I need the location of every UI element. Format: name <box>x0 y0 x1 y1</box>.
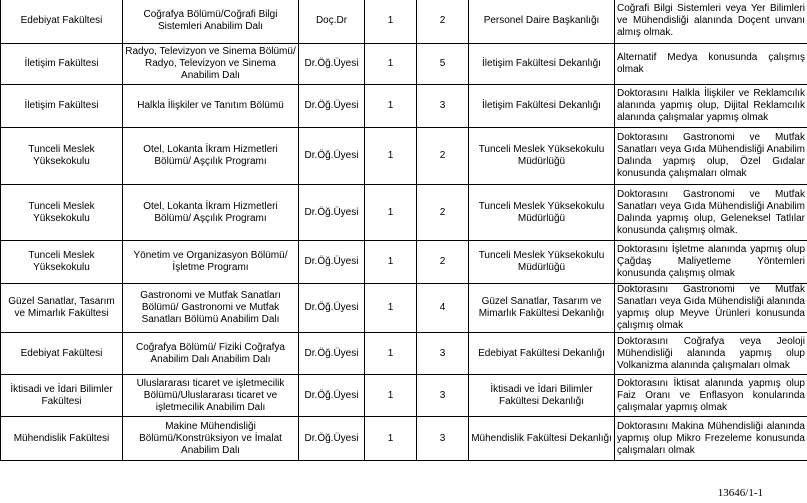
faculty-cell: Tunceli Meslek Yüksekokulu <box>1 241 123 284</box>
requirement-cell: Doktorasını Gastronomi ve Mutfak Sanatları veya Gıda Mühendisliği Anabilim Dalında yapmış olup, Geleneksel Tatlılar konusunda çalışmış olmak. <box>615 185 807 241</box>
department-cell: Coğrafya Bölümü/Coğrafi Bilgi Sistemleri Anabilim Dalı <box>123 0 299 44</box>
count-cell: 1 <box>365 375 417 417</box>
department-cell: Otel, Lokanta İkram Hizmetleri Bölümü/ Aşçılık Programı <box>123 128 299 185</box>
count-cell: 3 <box>417 375 469 417</box>
unit-cell: Tunceli Meslek Yüksekokulu Müdürlüğü <box>469 128 615 185</box>
department-cell: Halkla İlişkiler ve Tanıtım Bölümü <box>123 85 299 128</box>
requirement-cell: Coğrafi Bilgi Sistemleri veya Yer Bilimleri ve Mühendisliği alanında Doçent unvanı almış olmak. <box>615 0 807 44</box>
count-cell: 2 <box>417 128 469 185</box>
faculty-cell: İletişim Fakültesi <box>1 85 123 128</box>
requirement-cell: Doktorasını İktisat alanında yapmış olup Faiz Oranı ve Enflasyon konularında çalışmalar yapmış olmak <box>615 375 807 417</box>
requirement-cell: Alternatif Medya konusunda çalışmış olmak <box>615 44 807 85</box>
count-cell: 1 <box>365 185 417 241</box>
requirement-cell: Doktorasını Makina Mühendisliği alanında yapmış olup Mikro Frezeleme konusunda çalışmaları olmak <box>615 417 807 461</box>
count-cell: 3 <box>417 85 469 128</box>
count-cell: 1 <box>365 333 417 375</box>
count-cell: 1 <box>365 128 417 185</box>
department-cell: Makine Mühendisliği Bölümü/Konstrüksiyon ve İmalat Anabilim Dalı <box>123 417 299 461</box>
title-cell: Dr.Öğ.Üyesi <box>299 85 365 128</box>
count-cell: 1 <box>365 284 417 333</box>
count-cell: 1 <box>365 0 417 44</box>
table-row <box>1 44 807 85</box>
title-cell: Dr.Öğ.Üyesi <box>299 417 365 461</box>
count-cell: 1 <box>365 241 417 284</box>
count-cell: 2 <box>417 185 469 241</box>
title-cell: Dr.Öğ.Üyesi <box>299 241 365 284</box>
department-cell: Otel, Lokanta İkram Hizmetleri Bölümü/ Aşçılık Programı <box>123 185 299 241</box>
faculty-cell: Tunceli Meslek Yüksekokulu <box>1 185 123 241</box>
faculty-cell: Güzel Sanatlar, Tasarım ve Mimarlık Fakültesi <box>1 284 123 333</box>
title-cell: Dr.Öğ.Üyesi <box>299 185 365 241</box>
title-cell: Dr.Öğ.Üyesi <box>299 375 365 417</box>
requirement-cell: Doktorasını Gastronomi ve Mutfak Sanatları veya Gıda Mühendisliği alanında yapmış olup Meyve Ürünleri konusunda çalışmış olmak <box>615 284 807 333</box>
unit-cell: Tunceli Meslek Yüksekokulu Müdürlüğü <box>469 241 615 284</box>
department-cell: Uluslararası ticaret ve işletmecilik Bölümü/Uluslararası ticaret ve işletmecilik Anabilim Dalı <box>123 375 299 417</box>
faculty-cell: İletişim Fakültesi <box>1 44 123 85</box>
department-cell: Yönetim ve Organizasyon Bölümü/ İşletme Programı <box>123 241 299 284</box>
department-cell: Coğrafya Bölümü/ Fiziki Coğrafya Anabilim Dalı Anabilim Dalı <box>123 333 299 375</box>
count-cell: 1 <box>365 85 417 128</box>
unit-cell: İletişim Fakültesi Dekanlığı <box>469 44 615 85</box>
title-cell: Dr.Öğ.Üyesi <box>299 128 365 185</box>
table-row <box>1 85 807 128</box>
count-cell: 2 <box>417 241 469 284</box>
unit-cell: İletişim Fakültesi Dekanlığı <box>469 85 615 128</box>
title-cell: Dr.Öğ.Üyesi <box>299 44 365 85</box>
table-row <box>1 375 807 417</box>
count-cell: 1 <box>365 44 417 85</box>
table-row <box>1 185 807 241</box>
requirement-cell: Doktorasını Coğrafya veya Jeoloji Mühendisliği alanında yapmış olup Volkanizma alanında çalışmaları olmak <box>615 333 807 375</box>
table-row <box>1 0 807 44</box>
unit-cell: İktisadi ve İdari Bilimler Fakültesi Dekanlığı <box>469 375 615 417</box>
requirement-cell: Doktorasını Gastronomi ve Mutfak Sanatları veya Gıda Mühendisliği Anabilim Dalında yapmış olup, Özel Gıdalar konusunda çalışmaları olmak <box>615 128 807 185</box>
count-cell: 1 <box>365 417 417 461</box>
requirement-cell: Doktorasını Halkla İlişkiler ve Reklamcılık alanında yapmış olup, Dijital Reklamcılık alanında çalışmalar yapmış olmak <box>615 85 807 128</box>
table-row <box>1 333 807 375</box>
table-row <box>1 284 807 333</box>
count-cell: 3 <box>417 417 469 461</box>
unit-cell: Personel Daire Başkanlığı <box>469 0 615 44</box>
faculty-cell: Edebiyat Fakültesi <box>1 0 123 44</box>
faculty-cell: Mühendislik Fakültesi <box>1 417 123 461</box>
table-row <box>1 128 807 185</box>
count-cell: 2 <box>417 0 469 44</box>
table-row <box>1 417 807 461</box>
count-cell: 4 <box>417 284 469 333</box>
count-cell: 3 <box>417 333 469 375</box>
department-cell: Gastronomi ve Mutfak Sanatları Bölümü/ Gastronomi ve Mutfak Sanatları Bölümü Anabilim Dalı <box>123 284 299 333</box>
unit-cell: Mühendislik Fakültesi Dekanlığı <box>469 417 615 461</box>
requirement-cell: Doktorasını İşletme alanında yapmış olup Çağdaş Maliyetleme Yöntemleri konusunda çalışmış olmak <box>615 241 807 284</box>
unit-cell: Edebiyat Fakültesi Dekanlığı <box>469 333 615 375</box>
page-code: 13646/1-1 <box>717 487 763 499</box>
department-cell: Radyo, Televizyon ve Sinema Bölümü/ Radyo, Televizyon ve Sinema Anabilim Dalı <box>123 44 299 85</box>
table-row <box>1 241 807 284</box>
unit-cell: Tunceli Meslek Yüksekokulu Müdürlüğü <box>469 185 615 241</box>
title-cell: Dr.Öğ.Üyesi <box>299 333 365 375</box>
count-cell: 5 <box>417 44 469 85</box>
faculty-cell: Edebiyat Fakültesi <box>1 333 123 375</box>
faculty-cell: İktisadi ve İdari Bilimler Fakültesi <box>1 375 123 417</box>
title-cell: Dr.Öğ.Üyesi <box>299 284 365 333</box>
unit-cell: Güzel Sanatlar, Tasarım ve Mimarlık Fakültesi Dekanlığı <box>469 284 615 333</box>
faculty-cell: Tunceli Meslek Yüksekokulu <box>1 128 123 185</box>
title-cell: Doç.Dr <box>299 0 365 44</box>
